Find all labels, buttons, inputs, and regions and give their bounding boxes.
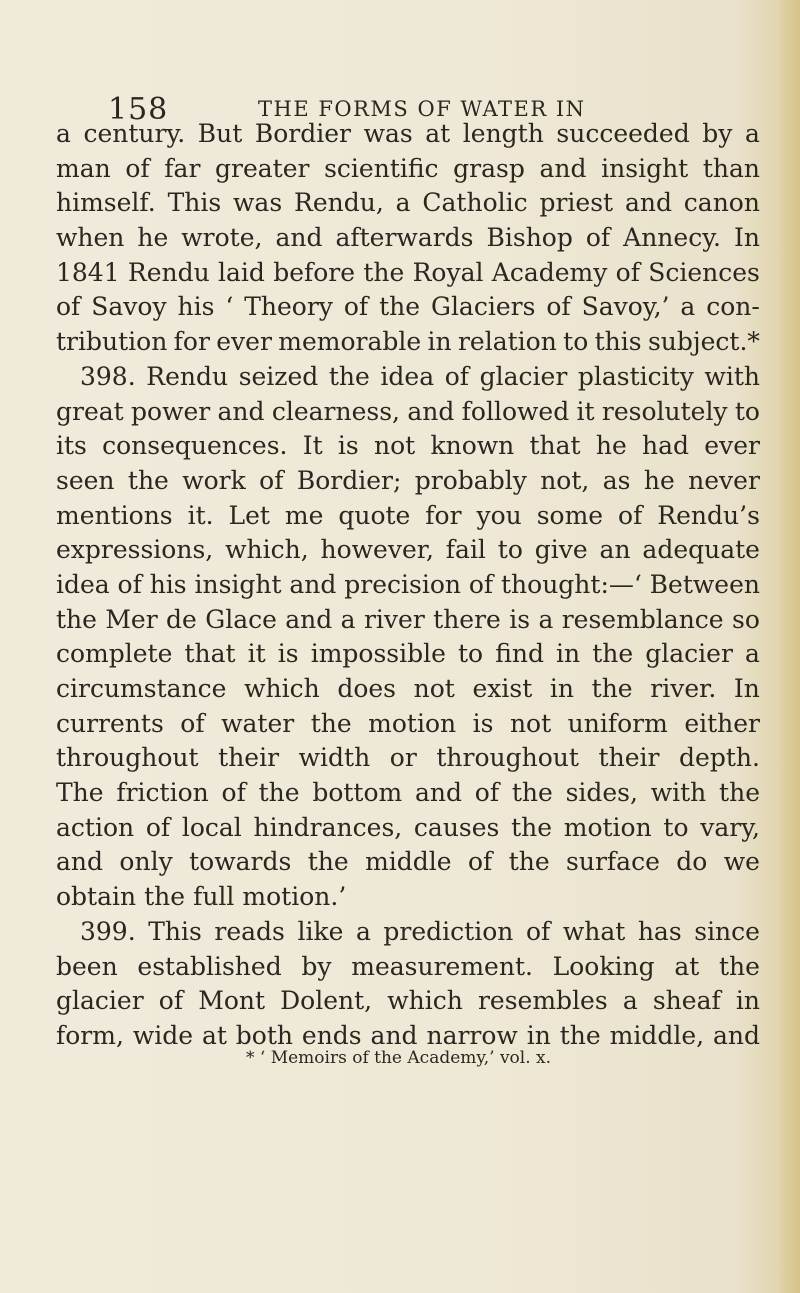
word: fail — [445, 535, 486, 565]
page-number: 158 — [108, 92, 169, 127]
word: of — [180, 708, 205, 738]
word: adequate — [642, 535, 760, 565]
word: and — [285, 604, 333, 634]
word: Between — [649, 569, 760, 599]
word: Mont — [198, 986, 266, 1016]
word: reads — [214, 916, 285, 946]
word: the — [56, 604, 97, 634]
word: currents — [56, 708, 164, 738]
body-text — [56, 117, 760, 1054]
word: of — [117, 569, 142, 599]
footnote: * ‘ Memoirs of the Academy,’ vol. x. — [246, 1048, 552, 1068]
word: In — [733, 223, 760, 253]
text-line — [56, 984, 760, 1019]
word: canon — [683, 188, 760, 218]
word: its — [56, 431, 87, 461]
paragraph-399-start — [56, 915, 760, 950]
word: at — [425, 119, 451, 148]
text-line — [56, 880, 760, 915]
word: at — [674, 951, 700, 981]
word: the — [511, 778, 553, 808]
text-line — [56, 603, 760, 638]
word: This — [167, 188, 222, 218]
word: de — [166, 604, 197, 634]
word: himself. — [56, 188, 156, 218]
word: to — [458, 639, 484, 669]
text-line — [56, 637, 760, 672]
word: not, — [540, 465, 590, 495]
word: quote — [338, 500, 411, 530]
word: tribution — [56, 327, 168, 357]
word: give — [534, 535, 588, 565]
word: It — [302, 431, 323, 461]
word: only — [119, 847, 173, 877]
word: ever — [704, 431, 760, 461]
word: to — [563, 327, 589, 357]
word: and — [370, 1020, 418, 1050]
word: we — [723, 847, 760, 877]
word: impossible — [310, 639, 446, 669]
word: river. — [650, 674, 717, 703]
word: expressions, — [56, 535, 214, 565]
word: causes — [413, 812, 500, 842]
word: the — [719, 778, 760, 808]
word: the — [328, 361, 370, 391]
word: of — [585, 223, 611, 253]
word: been — [56, 951, 118, 981]
word: that — [529, 431, 581, 461]
word: by — [702, 119, 733, 148]
word: a — [395, 188, 411, 218]
word: Rendu, — [294, 188, 384, 218]
word: both — [235, 1020, 293, 1050]
word: the — [592, 639, 634, 669]
word: than — [702, 153, 760, 183]
word: with — [704, 361, 760, 391]
word: a — [680, 292, 696, 322]
word: con- — [706, 292, 760, 322]
page-edge-shading — [778, 0, 800, 1293]
word: or — [389, 743, 417, 773]
word: century. — [83, 119, 186, 148]
word: of — [56, 292, 81, 322]
word: motion.’ — [242, 882, 347, 912]
word: Royal — [412, 257, 484, 287]
word: to — [663, 812, 689, 842]
word: does — [337, 674, 397, 703]
word: But — [197, 119, 243, 148]
word: not — [373, 431, 416, 461]
word: power — [131, 396, 211, 426]
word: that — [184, 639, 236, 669]
word: a — [355, 916, 371, 946]
word: circumstance — [56, 674, 227, 703]
text-line — [56, 811, 760, 846]
text-line — [56, 221, 760, 256]
word: and — [275, 223, 323, 253]
word: a — [745, 639, 760, 669]
text-line — [56, 776, 760, 811]
word: for — [173, 327, 210, 357]
word: a — [622, 986, 638, 1016]
word: there — [433, 604, 501, 634]
word: greater — [215, 153, 310, 183]
word: resemblance — [561, 604, 724, 634]
word: the — [144, 882, 186, 912]
word: obtain — [56, 882, 137, 912]
word: of — [615, 257, 640, 287]
word: action — [56, 812, 135, 842]
word: his — [177, 292, 215, 322]
word: by — [301, 951, 332, 981]
word: Bishop — [486, 223, 573, 253]
word: and — [289, 569, 337, 599]
word: you — [476, 500, 522, 530]
word: his — [149, 569, 187, 599]
word: was — [233, 188, 283, 218]
word: great — [56, 396, 124, 426]
text-line — [56, 672, 760, 707]
word: sides, — [565, 778, 638, 808]
text-line — [56, 395, 760, 430]
word: complete — [56, 639, 173, 669]
word: however, — [320, 535, 434, 565]
word: is — [509, 604, 531, 634]
word: has — [637, 916, 682, 946]
word: seen — [56, 465, 115, 495]
word: of — [221, 778, 246, 808]
word: Annecy. — [623, 223, 721, 253]
word: of — [618, 500, 643, 530]
word: succeeded — [556, 119, 690, 148]
word: far — [164, 153, 201, 183]
word: like — [297, 916, 344, 946]
word: the — [258, 778, 300, 808]
word: Savoy — [91, 292, 167, 322]
word: river — [363, 604, 425, 634]
word: the — [127, 465, 169, 495]
word: a — [538, 604, 554, 634]
word: ever — [216, 327, 272, 357]
word: full — [193, 882, 235, 912]
word: a — [340, 604, 356, 634]
word: uniform — [567, 708, 668, 738]
word: subject.* — [647, 327, 760, 357]
word: their — [218, 743, 280, 773]
word: this — [594, 327, 642, 357]
word: Rendu — [146, 361, 229, 391]
word: is — [277, 639, 299, 669]
word: middle — [365, 847, 452, 877]
word: for — [425, 500, 462, 530]
word: in — [427, 327, 452, 357]
word: Academy — [491, 257, 608, 287]
word: he — [643, 465, 675, 495]
word: thought:—‘ — [501, 569, 642, 599]
text-line — [56, 256, 760, 291]
word: memorable — [278, 327, 422, 357]
word: so — [731, 604, 760, 634]
word: ‘ — [225, 292, 234, 322]
text-line — [56, 186, 760, 221]
word: 398. — [80, 361, 136, 391]
word: of — [444, 361, 470, 391]
word: width — [298, 743, 371, 773]
word: clearness, — [271, 396, 401, 426]
word: length — [462, 119, 544, 148]
word: motion — [563, 812, 652, 842]
text-line — [56, 499, 760, 534]
word: 1841 — [56, 257, 120, 287]
word: in — [549, 674, 575, 703]
word: This — [148, 916, 202, 946]
word: probably — [414, 465, 527, 495]
word: friction — [116, 778, 209, 808]
word: mentions — [56, 500, 173, 530]
word: of — [474, 778, 500, 808]
word: scientific — [324, 153, 439, 183]
word: precision — [344, 569, 461, 599]
word: me — [284, 500, 324, 530]
running-head: THE FORMS OF WATER IN — [258, 97, 586, 121]
word: of — [158, 986, 184, 1016]
word: it. — [187, 500, 214, 530]
word: local — [181, 812, 242, 842]
word: he — [595, 431, 627, 461]
word: glacier — [645, 639, 733, 669]
word: resembles — [477, 986, 608, 1016]
word: with — [650, 778, 707, 808]
word: in — [526, 1020, 551, 1050]
word: In — [733, 674, 760, 703]
text-line — [56, 533, 760, 568]
word: the — [591, 674, 633, 703]
word: not — [413, 674, 455, 703]
word: Glace — [205, 604, 277, 634]
word: Bordier — [254, 119, 351, 148]
word: and — [217, 396, 265, 426]
word: of — [125, 153, 150, 183]
word: never — [688, 465, 760, 495]
word: insight — [601, 153, 689, 183]
word: of — [343, 292, 369, 322]
word: and — [56, 847, 104, 877]
word: find — [495, 639, 544, 669]
word: to — [497, 535, 523, 565]
word: the — [511, 812, 553, 842]
paragraph-398-start — [56, 360, 760, 395]
text-line — [56, 950, 760, 985]
word: surface — [566, 847, 660, 877]
word: before — [273, 257, 356, 287]
word: work — [182, 465, 246, 495]
word: Rendu — [127, 257, 210, 287]
word: of — [546, 292, 571, 322]
word: Looking — [552, 951, 655, 981]
word: it — [247, 639, 266, 669]
word: a — [744, 119, 760, 148]
word: idea — [56, 569, 110, 599]
word: glacier — [56, 986, 144, 1016]
word: grasp — [453, 153, 525, 183]
word: at — [201, 1020, 227, 1050]
word: the — [718, 951, 760, 981]
word: as — [602, 465, 631, 495]
word: middle, — [609, 1020, 705, 1050]
text-line — [56, 429, 760, 464]
word: wide — [132, 1020, 194, 1050]
word: and — [539, 153, 587, 183]
word: established — [137, 951, 282, 981]
word: known — [430, 431, 515, 461]
word: and — [712, 1020, 760, 1050]
text-line — [56, 152, 760, 187]
word: what — [562, 916, 626, 946]
word: Theory — [244, 292, 333, 322]
word: Bordier; — [296, 465, 402, 495]
word: depth. — [679, 743, 760, 773]
word: their — [598, 743, 660, 773]
text-line — [56, 707, 760, 742]
word: exist — [472, 674, 533, 703]
word: towards — [189, 847, 292, 877]
word: glacier — [479, 361, 568, 391]
word: 399. — [80, 916, 136, 946]
word: the — [379, 292, 421, 322]
word: an — [599, 535, 631, 565]
word: vary, — [700, 812, 760, 842]
word: followed — [461, 396, 570, 426]
word: some — [536, 500, 604, 530]
word: Savoy,’ — [581, 292, 670, 322]
word: laid — [218, 257, 265, 287]
word: do — [676, 847, 708, 877]
word: water — [221, 708, 295, 738]
word: Dolent, — [280, 986, 373, 1016]
word: resolutely — [601, 396, 728, 426]
word: to — [734, 396, 760, 426]
word: hindrances, — [253, 812, 403, 842]
word: not — [509, 708, 552, 738]
text-line — [56, 845, 760, 880]
word: relation — [457, 327, 557, 357]
word: prediction — [383, 916, 514, 946]
text-line — [56, 464, 760, 499]
word: when — [56, 223, 125, 253]
word: the — [363, 257, 405, 287]
word: is — [337, 431, 359, 461]
word: and — [414, 778, 462, 808]
word: the — [508, 847, 550, 877]
word: throughout — [436, 743, 579, 773]
word: had — [642, 431, 690, 461]
text-line — [56, 117, 760, 152]
word: it — [576, 396, 595, 426]
word: throughout — [56, 743, 199, 773]
word: ends — [301, 1020, 362, 1050]
word: a — [56, 119, 71, 148]
word: insight — [194, 569, 282, 599]
word: Let — [228, 500, 270, 530]
word: of — [467, 847, 493, 877]
word: plasticity — [577, 361, 694, 391]
word: which — [387, 986, 463, 1016]
word: Catholic — [422, 188, 528, 218]
word: idea — [380, 361, 435, 391]
word: was — [363, 119, 413, 148]
word: The — [56, 778, 104, 808]
word: measurement. — [351, 951, 533, 981]
word: bottom — [312, 778, 403, 808]
word: in — [735, 986, 760, 1016]
word: wrote, — [181, 223, 263, 253]
word: of — [259, 465, 284, 495]
word: Sciences — [648, 257, 760, 287]
word: of — [145, 812, 171, 842]
text-line — [56, 290, 760, 325]
word: of — [468, 569, 494, 599]
word: Glaciers — [430, 292, 536, 322]
word: the — [307, 847, 349, 877]
word: seized — [238, 361, 319, 391]
text-line — [56, 741, 760, 776]
word: which — [244, 674, 320, 703]
word: afterwards — [335, 223, 474, 253]
word: the — [310, 708, 352, 738]
word: Mer — [105, 604, 158, 634]
word: form, — [56, 1020, 124, 1050]
word: consequences. — [102, 431, 288, 461]
word: narrow — [426, 1020, 518, 1050]
word: in — [556, 639, 581, 669]
word: which, — [225, 535, 309, 565]
word: since — [694, 916, 760, 946]
word: sheaf — [652, 986, 721, 1016]
word: motion — [368, 708, 457, 738]
word: priest — [539, 188, 614, 218]
word: the — [559, 1020, 601, 1050]
word: he — [137, 223, 169, 253]
text-line — [56, 325, 760, 360]
word: man — [56, 153, 111, 183]
word: and — [407, 396, 455, 426]
text-line — [56, 568, 760, 603]
word: Rendu’s — [657, 500, 760, 530]
word: and — [624, 188, 672, 218]
word: of — [525, 916, 551, 946]
word: either — [684, 708, 760, 738]
word: is — [472, 708, 494, 738]
